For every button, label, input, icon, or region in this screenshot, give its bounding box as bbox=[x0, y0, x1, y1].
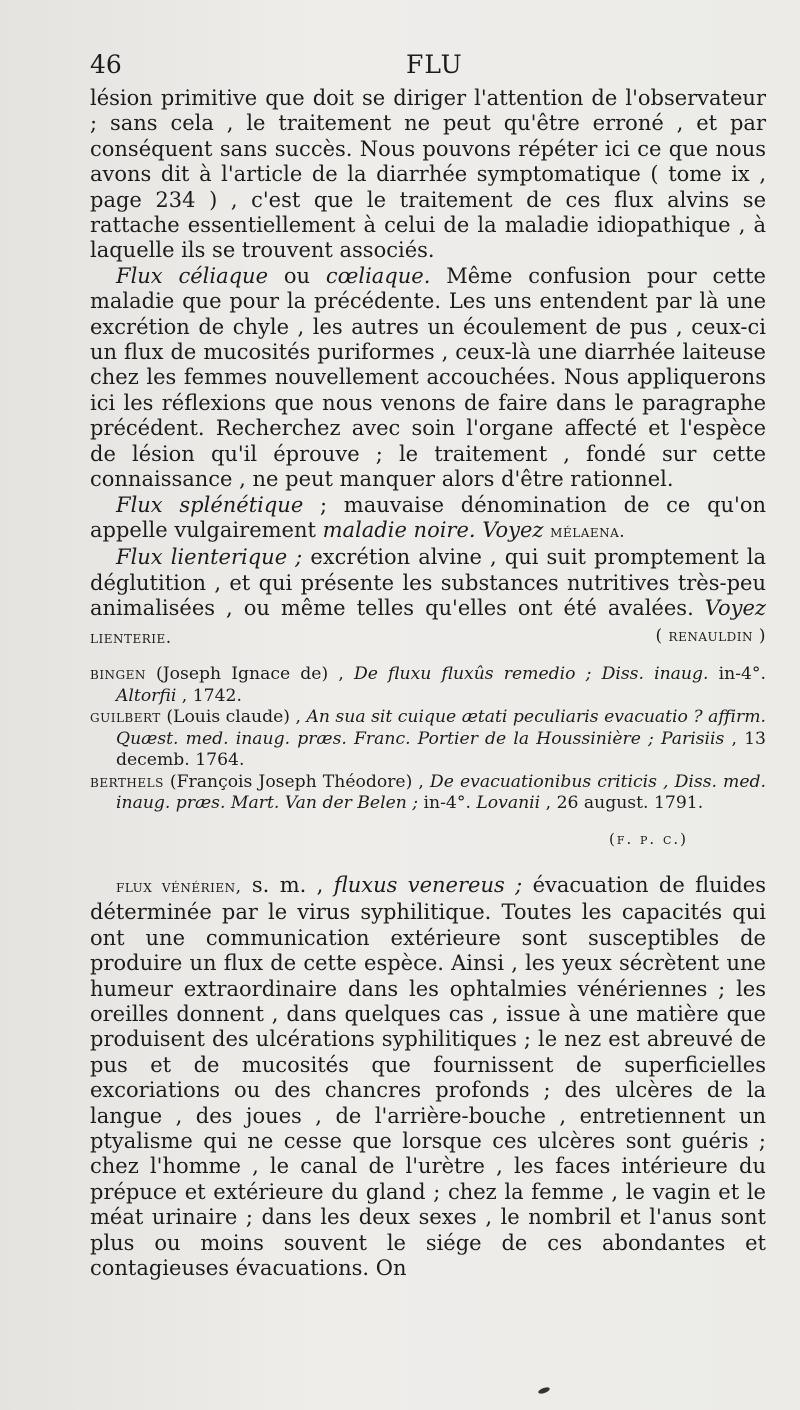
latin-term: fluxus venereus ; bbox=[333, 873, 523, 897]
cross-reference: lienterie. bbox=[90, 627, 172, 648]
bibliography bbox=[90, 664, 766, 815]
ref-place: Lovanii bbox=[476, 793, 541, 813]
term-coeliaque: cœliaque. bbox=[325, 263, 431, 288]
ref-date: , 13 decemb. 1764. bbox=[116, 728, 766, 770]
page-number: 46 bbox=[90, 50, 122, 79]
paragraph-flux-lienterique bbox=[90, 545, 766, 651]
running-title: FLU bbox=[406, 50, 463, 79]
paragraph-text: ; mauvaise dénomination de ce qu'on appelle vulgairement bbox=[90, 492, 766, 542]
ref-author: guilbert bbox=[90, 707, 161, 727]
paragraph-text: évacuation de fluides déterminée par le virus syphilitique. Toutes les capacités qui ont une communication extérieure sont susceptibles de produire un flux de cette espèce. Ainsi , les yeux sécrètent une humeur extraordinaire dans les ophtalmies vénériennes ; les oreilles donnent , dans quelques cas , issue à une matière que produisent des ulcérations syphilitiques ; le nez est abreuvé de pus et de mucosités que fournissent de superficielles excoriations ou des chancres profonds ; des ulcères de la langue , des joues , de l'arrière-bouche , entretiennent un ptyalisme qui ne cesse que lorsque ces ulcères sont guéris ; chez l'homme , le canal de l'urètre , les faces intérieure du prépuce et extérieure du gland ; chez la femme , le vagin et le méat urinaire ; dans les deux sexes , le nombril et l'anus sont plus ou moins souvent le siége de ces abondantes et contagieuses évacuations. On bbox=[90, 873, 767, 1281]
ref-format: in-4°. bbox=[708, 664, 766, 684]
paragraph-1: lésion primitive que doit se diriger l'attention de l'observateur ; sans cela , le traitement ne peut qu'être erroné , et par conséquent sans succès. Nous pouvons répéter ici ce que nous avons dit à l'article de la diarrhée symptomatique ( tome ix , page 234 ) , c'est que le traitement de ces flux alvins se rattache essentiellement à celui de la maladie idiopathique , à laquelle ils se trouvent associés. bbox=[90, 86, 766, 263]
ref-place: Altorfii bbox=[116, 685, 177, 706]
term-flux-celiaque: Flux céliaque bbox=[116, 263, 269, 288]
paragraph-flux-splenetique bbox=[90, 493, 766, 546]
voyez-label: Voyez bbox=[475, 517, 551, 542]
bibliography-entry bbox=[90, 772, 766, 815]
ref-author-detail: (Louis claude) , bbox=[160, 707, 307, 727]
term-flux-splenetique: Flux splénétique bbox=[116, 492, 304, 517]
paragraph-flux-celiaque bbox=[90, 264, 766, 493]
ref-title: De evacuationibus criticis , Diss. med. inaug. præs. Mart. Van der Belen ; bbox=[116, 771, 766, 813]
term-flux-lienterique: Flux lienterique ; bbox=[116, 545, 303, 570]
headword: flux vénérien, bbox=[116, 877, 242, 897]
paragraph-text: excrétion alvine , qui suit promptement la déglutition , et qui présente les substances nutritives très-peu animalisées , ou même telles qu'elles ont été avalées. bbox=[90, 545, 766, 621]
ref-format: in-4°. bbox=[418, 793, 477, 813]
ref-date: , 26 august. 1791. bbox=[540, 793, 704, 813]
author-signature: ( renauldin ) bbox=[655, 625, 766, 646]
voyez-label: Voyez bbox=[704, 596, 766, 621]
ref-date: , 1742. bbox=[176, 685, 242, 706]
ref-title: An sua sit cuique ætati peculiaris evacuatio ? affirm. Quæst. med. inaug. præs. Franc. Portier de la Houssinière ; bbox=[116, 707, 766, 749]
cross-reference: mélaena. bbox=[550, 521, 626, 542]
bibliography-entry bbox=[90, 707, 766, 772]
ref-author: berthels bbox=[90, 771, 164, 792]
ref-place: Parisiis bbox=[660, 728, 725, 749]
ref-author: bingen bbox=[90, 664, 146, 684]
bibliography-signature: (f. p. c.) bbox=[609, 830, 688, 848]
conjunction: ou bbox=[268, 263, 326, 288]
ref-author-detail: (François Joseph Théodore) , bbox=[163, 771, 430, 792]
page-header bbox=[90, 50, 766, 82]
bibliography-entry bbox=[90, 664, 766, 707]
ref-title: De fluxu fluxûs remedio ; Diss. inaug. bbox=[353, 664, 709, 684]
article-continuation bbox=[90, 86, 766, 651]
article-flux-venerien bbox=[90, 873, 766, 1282]
part-of-speech: s. m. , bbox=[241, 873, 334, 897]
ink-fleck bbox=[538, 1386, 551, 1395]
ref-format bbox=[654, 729, 661, 749]
term-maladie-noire: maladie noire. bbox=[322, 517, 476, 542]
ref-author-detail: (Joseph Ignace de) , bbox=[145, 664, 354, 684]
paragraph-flux-venerien bbox=[90, 873, 766, 1282]
paragraph-text: Même confusion pour cette maladie que pour la précédente. Les uns entendent par là une excrétion de chyle , les autres un écoulement de pus , ceux-ci un flux de mucosités puriformes , ceux-là une diarrhée laiteuse chez les femmes nouvellement accouchées. Nous appliquerons ici les réflexions que nous venons de faire dans le paragraphe précédent. Recherchez avec soin l'organe affecté et l'espèce de lésion qu'il éprouve ; le traitement , fondé sur cette connaissance , ne peut manquer alors d'être rationnel. bbox=[90, 263, 766, 492]
